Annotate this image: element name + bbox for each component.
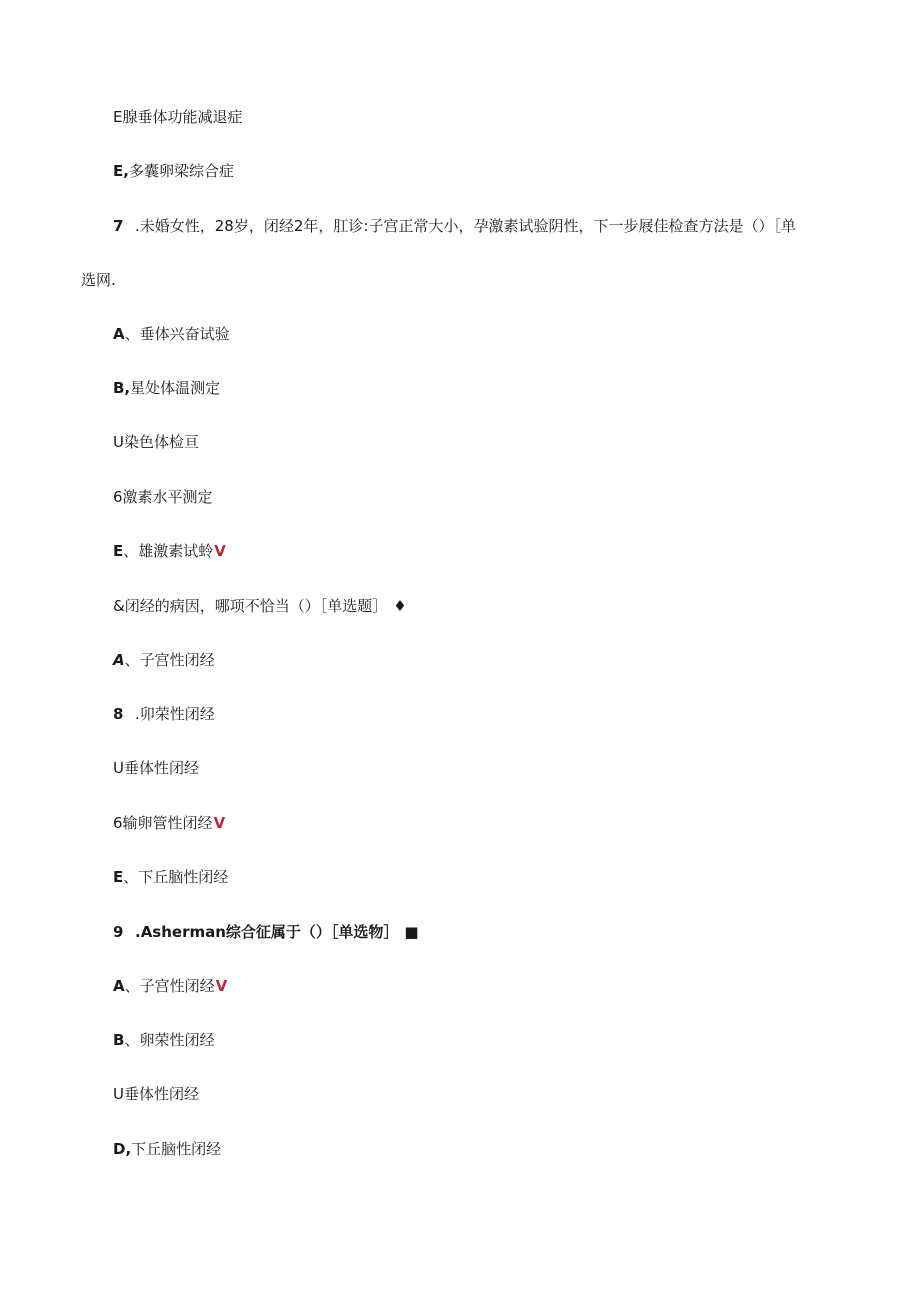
option-text: 、卵荣性闭经: [124, 1031, 215, 1049]
option-prefix: E: [113, 108, 123, 126]
option-text: 、子宫性闭经: [124, 651, 215, 669]
diamond-icon: ♦: [393, 597, 407, 615]
option-prefix: D,: [113, 1140, 132, 1158]
correct-answer-mark: V: [214, 542, 226, 560]
question-prefix: &: [113, 597, 125, 615]
option-text: 垂体性闭经: [123, 1085, 199, 1103]
option-prefix: 8: [113, 705, 124, 723]
option-text: 、雄激素试蛉: [123, 542, 214, 560]
option-text: 染色体检亘: [123, 433, 199, 451]
option-text: 下丘脑性闭经: [131, 1140, 222, 1158]
correct-answer-mark: V: [213, 814, 226, 832]
question-number: 9: [113, 923, 124, 941]
q7-option-c: [113, 432, 199, 452]
option-prefix: A: [113, 325, 125, 343]
option-text: 、垂体兴奋试验: [124, 325, 230, 343]
q9-option-a: [113, 976, 227, 996]
q9-option-b: [113, 1030, 214, 1050]
option-prefix: U: [113, 433, 124, 451]
q7-option-a: [113, 324, 230, 344]
option-text: 星处体温测定: [130, 379, 221, 397]
question-7: [113, 216, 796, 236]
correct-answer-mark: V: [215, 977, 228, 995]
option-prefix: B: [113, 1031, 125, 1049]
question-9: [113, 922, 419, 942]
q9-option-d: [113, 1139, 221, 1159]
option-text: 多囊卵梁综合症: [128, 162, 234, 180]
option-prefix: 6: [113, 814, 123, 832]
question-text: .Asherman综合征属于（）［单选物］: [135, 923, 399, 941]
option-text: 输卵管性闭经: [122, 814, 213, 832]
option-e-hypopituitarism: [113, 107, 243, 127]
option-prefix: A: [113, 651, 125, 669]
question-7-continuation: [81, 270, 116, 290]
option-prefix: 6: [113, 488, 123, 506]
q8-option-e: [113, 867, 228, 887]
option-e-pcos: [113, 161, 234, 181]
option-prefix: U: [113, 1085, 124, 1103]
q8-option-d: [113, 813, 225, 833]
question-text: 闭经的病因，哪项不恰当（）［单选题］: [124, 597, 388, 615]
option-text: 激素水平测定: [122, 488, 213, 506]
option-text: 、下丘脑性闭经: [123, 868, 229, 886]
q7-option-e: [113, 541, 226, 561]
option-text: .卯荣性闭经: [135, 705, 215, 723]
option-prefix: A: [113, 977, 125, 995]
question-text-continued: 选网.: [81, 271, 116, 289]
option-prefix: B,: [113, 379, 131, 397]
option-prefix: E,: [113, 162, 129, 180]
option-text: 垂体性闭经: [123, 759, 199, 777]
option-prefix: U: [113, 759, 124, 777]
question-text: .未婚女性，28岁，闭经2年，肛诊:子宫正常大小，孕激素试验阴性，下一步屐佳检查方法是（）［单: [135, 217, 796, 235]
option-text: 、子宫性闭经: [124, 977, 215, 995]
option-text: 腺垂体功能减退症: [122, 108, 243, 126]
q7-option-b: [113, 378, 220, 398]
square-icon: ■: [404, 923, 419, 941]
q8-option-b: [113, 704, 215, 724]
question-8: [113, 596, 407, 616]
question-number: 7: [113, 217, 124, 235]
q8-option-c: [113, 758, 199, 778]
option-prefix: E: [113, 542, 124, 560]
q9-option-c: [113, 1084, 199, 1104]
q8-option-a: [113, 650, 215, 670]
option-prefix: E: [113, 868, 124, 886]
q7-option-d: [113, 487, 213, 507]
